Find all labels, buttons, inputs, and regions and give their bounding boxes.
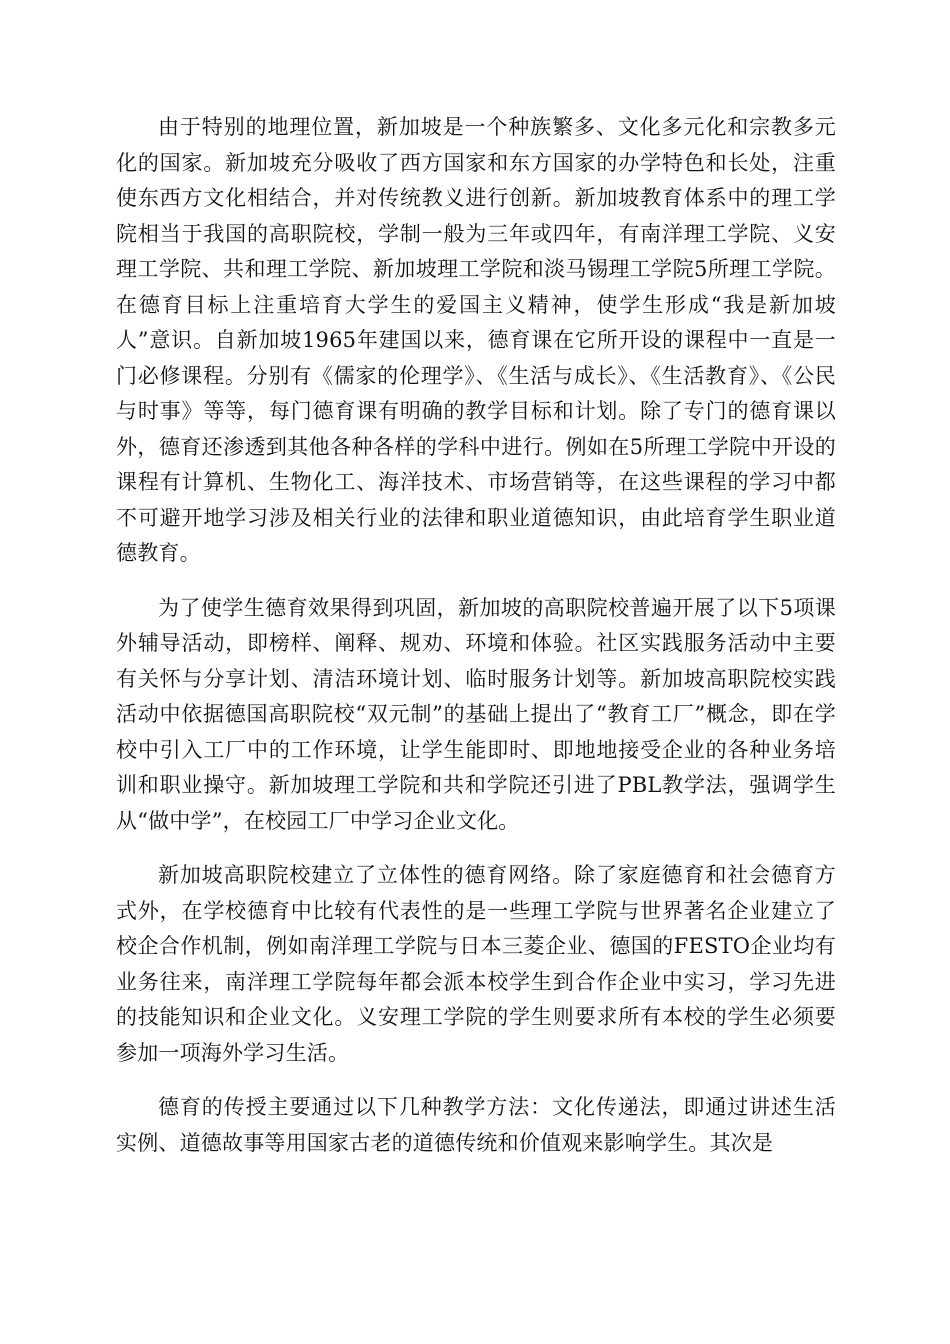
paragraph-3: 新加坡高职院校建立了立体性的德育网络。除了家庭德育和社会德育方式外，在学校德育中比较有代表性的是一些理工学院与世界著名企业建立了校企合作机制，例如南洋理工学院与日本三菱企业、德国的FESTO企业均有业务往来，南洋理工学院每年都会派本校学生到合作企业中实习，学习先进的技能知识和企业文化。义安理工学院的学生则要求所有本校的学生必须要参加一项海外学习生活。 — [116, 863, 836, 1065]
document-body — [116, 110, 836, 1180]
paragraph-4: 德育的传授主要通过以下几种教学方法：文化传递法，即通过讲述生活实例、道德故事等用国家古老的道德传统和价值观来影响学生。其次是 — [116, 1095, 836, 1155]
paragraph-2: 为了使学生德育效果得到巩固，新加坡的高职院校普遍开展了以下5项课外辅导活动，即榜样、阐释、规劝、环境和体验。社区实践服务活动中主要有关怀与分享计划、清洁环境计划、临时服务计划等。新加坡高职院校实践活动中依据德国高职院校“双元制”的基础上提出了“教育工厂”概念，即在学校中引入工厂中的工作环境，让学生能即时、即地地接受企业的各种业务培训和职业操守。新加坡理工学院和共和学院还引进了PBL教学法，强调学生从“做中学”，在校园工厂中学习企业文化。 — [116, 595, 836, 833]
paragraph-1: 由于特别的地理位置，新加坡是一个种族繁多、文化多元化和宗教多元化的国家。新加坡充分吸收了西方国家和东方国家的办学特色和长处，注重使东西方文化相结合，并对传统教义进行创新。新加坡教育体系中的理工学院相当于我国的高职院校，学制一般为三年或四年，有南洋理工学院、义安理工学院、共和理工学院、新加坡理工学院和淡马锡理工学院5所理工学院。在德育目标上注重培育大学生的爱国主义精神，使学生形成“我是新加坡人”意识。自新加坡1965年建国以来，德育课在它所开设的课程中一直是一门必修课程。分别有《儒家的伦理学》、《生活与成长》、《生活教育》、《公民与时事》等等，每门德育课有明确的教学目标和计划。除了专门的德育课以外，德育还渗透到其他各种各样的学科中进行。例如在5所理工学院中开设的课程有计算机、生物化工、海洋技术、市场营销等，在这些课程的学习中都不可避开地学习涉及相关行业的法律和职业道德知识，由此培育学生职业道德教育。 — [116, 115, 836, 565]
